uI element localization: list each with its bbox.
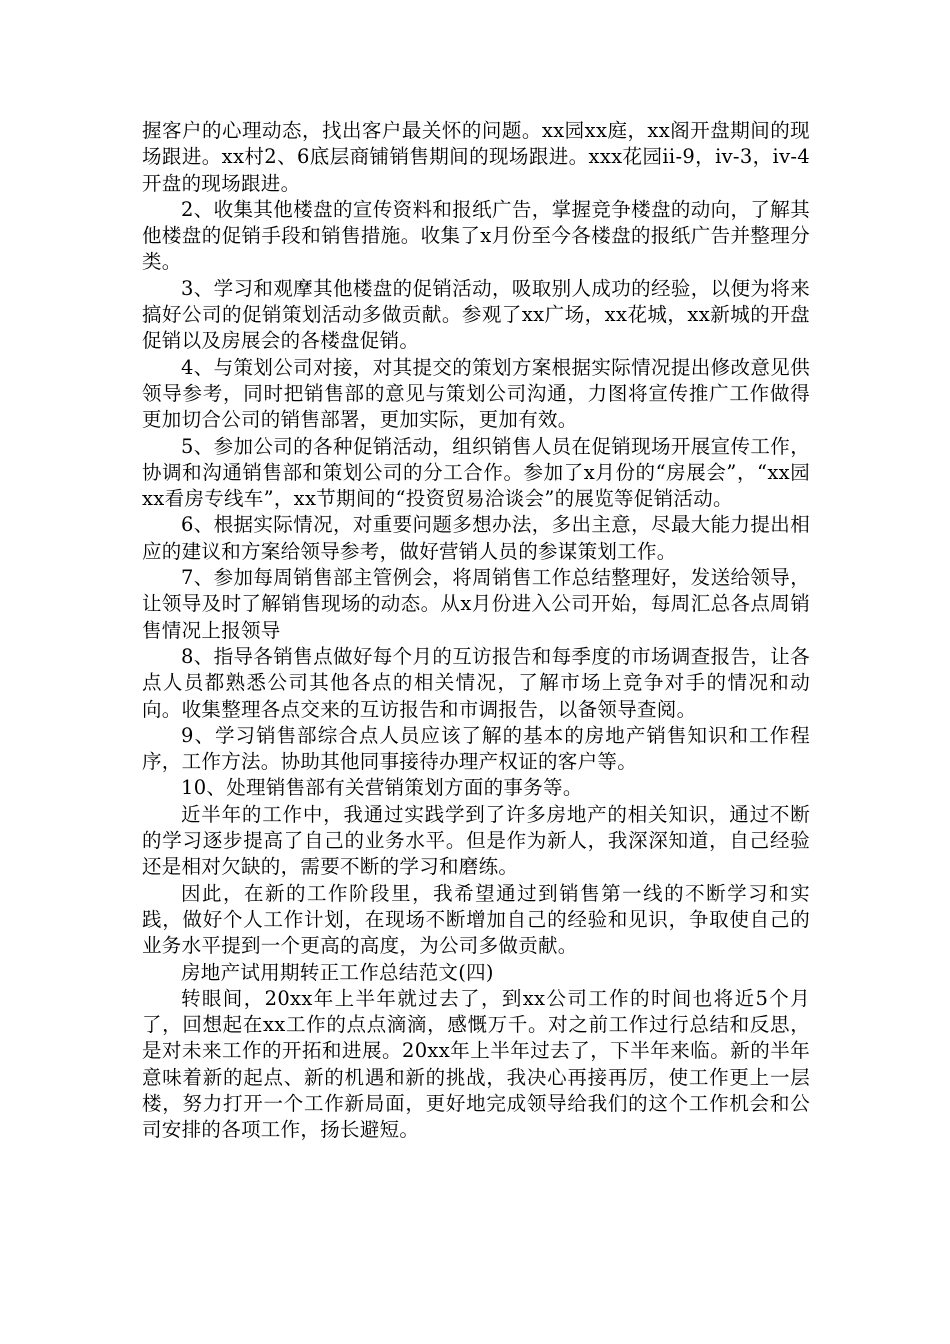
paragraph-section-4-intro: 转眼间，20xx年上半年就过去了，到xx公司工作的时间也将近5个月了，回想起在xx工作的点点滴滴，感慨万千。对之前工作过行总结和反思，是对未来工作的开拓和进展。20xx年上半年过去了，下半年来临。新的半年意味着新的起点、新的机遇和新的挑战，我决心再接再厉，使工作更上一层楼，努力打开一个工作新局面，更好地完成领导给我们的这个工作机会和公司安排的各项工作，扬长避短。	[142, 986, 810, 1142]
paragraph-item-10: 10、处理销售部有关营销策划方面的事务等。	[181, 776, 583, 800]
paragraph-outlook: 因此，在新的工作阶段里，我希望通过到销售第一线的不断学习和实践，做好个人工作计划，在现场不断增加自己的经验和见识，争取使自己的业务水平提到一个更高的高度，为公司多做贡献。	[142, 881, 810, 958]
paragraph-item-2: 2、收集其他楼盘的宣传资料和报纸广告，掌握竞争楼盘的动向，了解其他楼盘的促销手段和销售措施。收集了x月份至今各楼盘的报纸广告并整理分类。	[142, 197, 810, 274]
paragraph-item-3: 3、学习和观摩其他楼盘的促销活动，吸取别人成功的经验，以便为将来搞好公司的促销策划活动多做贡献。参观了xx广场，xx花城，xx新城的开盘促销以及房展会的各楼盘促销。	[142, 276, 810, 353]
paragraph-item-9: 9、学习销售部综合点人员应该了解的基本的房地产销售知识和工作程序，工作方法。协助其他同事接待办理产权证的客户等。	[142, 723, 810, 774]
paragraph-item-7: 7、参加每周销售部主管例会，将周销售工作总结整理好，发送给领导，让领导及时了解销售现场的动态。从x月份进入公司开始，每周汇总各点周销售情况上报领导	[142, 566, 810, 642]
paragraph-intro-continued: 握客户的心理动态，找出客户最关怀的问题。xx园xx庭，xx阁开盘期间的现场跟进。xx村2、6底层商铺销售期间的现场跟进。xxx花园ii-9，iv-3，iv-4开盘的现场跟进。	[142, 119, 810, 195]
document-body	[142, 118, 810, 1144]
paragraph-item-6: 6、根据实际情况，对重要问题多想办法，多出主意，尽最大能力提出相应的建议和方案给领导参考，做好营销人员的参谋策划工作。	[142, 513, 810, 563]
section-heading: 房地产试用期转正工作总结范文(四)	[181, 960, 494, 984]
paragraph-reflection: 近半年的工作中，我通过实践学到了许多房地产的相关知识，通过不断的学习逐步提高了自己的业务水平。但是作为新人，我深深知道，自己经验还是相对欠缺的，需要不断的学习和磨练。	[142, 802, 810, 879]
paragraph-item-8: 8、指导各销售点做好每个月的互访报告和每季度的市场调查报告，让各点人员都熟悉公司其他各点的相关情况，了解市场上竞争对手的情况和动向。收集整理各点交来的互访报告和市调报告，以备领导查阅。	[142, 644, 810, 721]
paragraph-item-5: 5、参加公司的各种促销活动，组织销售人员在促销现场开展宣传工作，协调和沟通销售部和策划公司的分工合作。参加了x月份的“房展会”，“xx园xx看房专线车”，xx节期间的“投资贸易洽谈会”的展览等促销活动。	[142, 434, 810, 511]
paragraph-item-4: 4、与策划公司对接，对其提交的策划方案根据实际情况提出修改意见供领导参考，同时把销售部的意见与策划公司沟通，力图将宣传推广工作做得更加切合公司的销售部署，更加实际，更加有效。	[142, 355, 810, 432]
